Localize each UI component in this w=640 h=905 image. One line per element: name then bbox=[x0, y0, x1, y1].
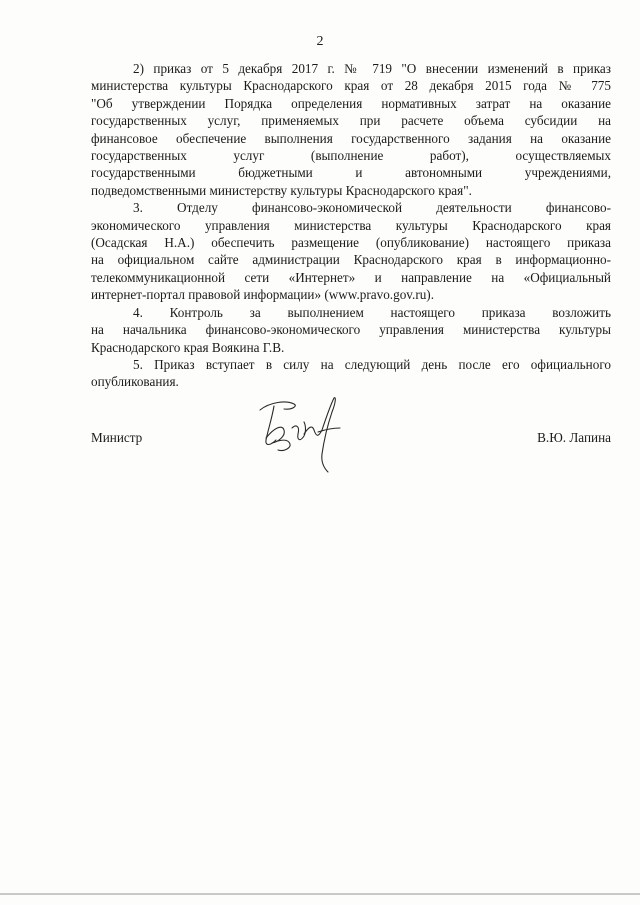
document-body bbox=[91, 60, 611, 391]
signer-title: Министр bbox=[91, 430, 143, 445]
text-line: подведомственными министерству культуры Краснодарского края". bbox=[91, 182, 472, 198]
signer-name: В.Ю. Лапина bbox=[537, 430, 611, 445]
text-line: государственными бюджетными и автономными учреждениями, bbox=[91, 165, 611, 181]
text-line: министерства культуры Краснодарского края от 28 декабря 2015 года № 775 bbox=[91, 78, 611, 94]
text-line: телекоммуникационной сети «Интернет» и направление на «Официальный bbox=[91, 269, 611, 285]
text-line: на начальника финансово-экономического управления министерства культуры bbox=[91, 322, 611, 338]
text-line: экономического управления министерства культуры Краснодарского края bbox=[91, 217, 611, 233]
text-line: интернет-портал правовой информации» (www.pravo.gov.ru). bbox=[91, 287, 434, 303]
signature-row bbox=[91, 430, 611, 454]
paragraph-item-3 bbox=[91, 199, 611, 303]
paragraph-item-5 bbox=[91, 356, 611, 391]
text-line: 5. Приказ вступает в силу на следующий день после его официального bbox=[133, 356, 611, 372]
text-line: государственных услуг (выполнение работ), осуществляемых bbox=[91, 148, 611, 164]
scan-edge-line bbox=[0, 893, 640, 895]
page-number: 2 bbox=[316, 34, 324, 49]
text-line: финансовое обеспечение выполнения государственного задания на оказание bbox=[91, 130, 611, 146]
text-line: опубликования. bbox=[91, 374, 179, 390]
text-line: "Об утверждении Порядка определения нормативных затрат на оказание bbox=[91, 95, 611, 111]
paragraph-item-2 bbox=[91, 60, 611, 199]
text-line: государственных услуг, применяемых при расчете объема субсидии на bbox=[91, 113, 611, 129]
text-line: (Осадская Н.А.) обеспечить размещение (опубликование) настоящего приказа bbox=[91, 235, 611, 251]
text-line: Краснодарского края Воякина Г.В. bbox=[91, 339, 285, 355]
text-line: на официальном сайте администрации Краснодарского края в информационно- bbox=[91, 252, 611, 268]
text-line: 2) приказ от 5 декабря 2017 г. № 719 "О внесении изменений в приказ bbox=[133, 61, 611, 76]
text-line: 4. Контроль за выполнением настоящего приказа возложить bbox=[133, 304, 611, 320]
paragraph-item-4 bbox=[91, 304, 611, 356]
text-line: 3. Отделу финансово-экономической деятельности финансово- bbox=[133, 200, 611, 216]
